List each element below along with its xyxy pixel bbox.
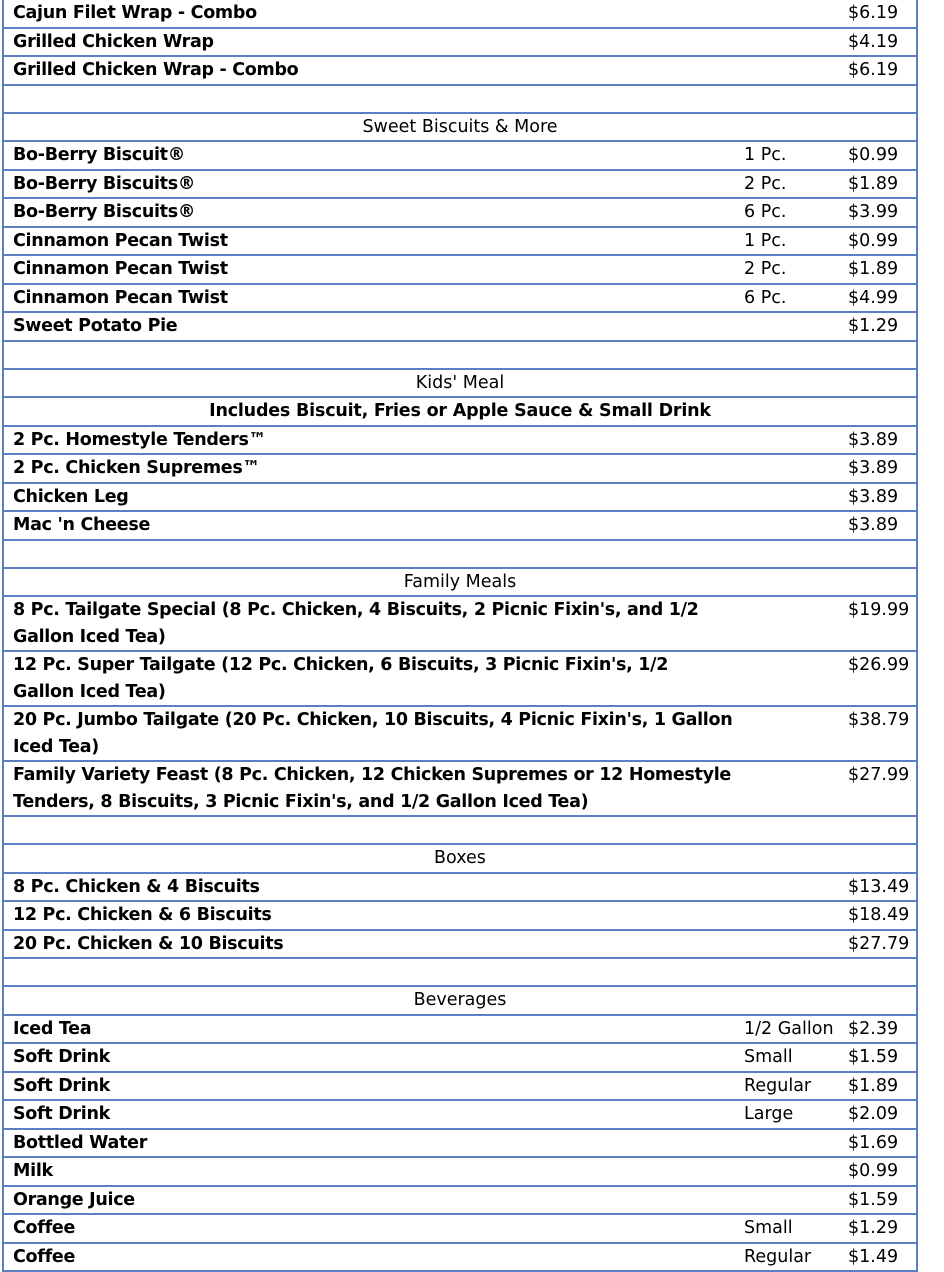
item-price: $3.99: [836, 198, 917, 227]
item-name: Soft Drink: [3, 1043, 734, 1072]
item-size: [734, 1129, 836, 1158]
menu-item-row: [3, 930, 917, 959]
item-name: Bottled Water: [3, 1129, 734, 1158]
item-price: $27.99: [836, 761, 917, 816]
menu-item-row: [3, 761, 917, 816]
section-title: Kids' Meal: [3, 369, 917, 398]
item-size: [734, 454, 836, 483]
section-spacer: [3, 958, 917, 986]
item-price: $3.89: [836, 483, 917, 512]
menu-item-row: [3, 483, 917, 512]
item-name: Milk: [3, 1157, 734, 1186]
item-price: $2.39: [836, 1015, 917, 1044]
item-name: Cinnamon Pecan Twist: [3, 255, 734, 284]
item-name: Grilled Chicken Wrap - Combo: [3, 56, 734, 85]
item-name: 8 Pc. Chicken & 4 Biscuits: [3, 873, 734, 902]
section-title: Sweet Biscuits & More: [3, 113, 917, 142]
section-title: Beverages: [3, 986, 917, 1015]
item-price: $4.19: [836, 28, 917, 57]
menu-item-row: [3, 1186, 917, 1215]
spacer-cell: [3, 341, 917, 369]
menu-item-row: [3, 873, 917, 902]
item-price: $1.89: [836, 1072, 917, 1101]
menu-item-row: [3, 170, 917, 199]
item-name: Cajun Filet Wrap - Combo: [3, 0, 734, 28]
menu-item-row: [3, 454, 917, 483]
section-title: Boxes: [3, 844, 917, 873]
section-spacer: [3, 816, 917, 844]
item-size: [734, 761, 836, 816]
item-size: [734, 0, 836, 28]
item-size: [734, 873, 836, 902]
item-price: $1.29: [836, 312, 917, 341]
section-spacer: [3, 85, 917, 113]
item-price: $6.19: [836, 56, 917, 85]
item-size: [734, 1186, 836, 1215]
item-price: $0.99: [836, 141, 917, 170]
menu-item-row: [3, 28, 917, 57]
item-price: $18.49: [836, 901, 917, 930]
item-name: Coffee: [3, 1243, 734, 1272]
menu-item-row: [3, 426, 917, 455]
spacer-cell: [3, 958, 917, 986]
item-name: Mac 'n Cheese: [3, 511, 734, 540]
item-price: $38.79: [836, 706, 917, 761]
item-size: [734, 426, 836, 455]
item-size: [734, 511, 836, 540]
section-title: Family Meals: [3, 568, 917, 597]
item-price: $3.89: [836, 426, 917, 455]
spacer-cell: [3, 540, 917, 568]
section-header-row: [3, 369, 917, 398]
item-name: Coffee: [3, 1214, 734, 1243]
item-price: $1.89: [836, 170, 917, 199]
section-header-row: [3, 568, 917, 597]
spacer-cell: [3, 816, 917, 844]
item-size: [734, 901, 836, 930]
menu-item-row: [3, 1157, 917, 1186]
item-price: $1.59: [836, 1043, 917, 1072]
menu-item-row: [3, 1243, 917, 1272]
item-size: [734, 706, 836, 761]
item-name: 20 Pc. Chicken & 10 Biscuits: [3, 930, 734, 959]
spacer-cell: [3, 85, 917, 113]
item-size: [734, 1157, 836, 1186]
menu-item-row: [3, 284, 917, 313]
section-header-row: [3, 844, 917, 873]
section-header-row: [3, 113, 917, 142]
menu-item-row: [3, 1043, 917, 1072]
item-price: $1.29: [836, 1214, 917, 1243]
item-name: Orange Juice: [3, 1186, 734, 1215]
item-size: 1 Pc.: [734, 227, 836, 256]
item-name: 2 Pc. Chicken Supremes™: [3, 454, 734, 483]
item-name: Family Variety Feast (8 Pc. Chicken, 12 Chicken Supremes or 12 Homestyle Tenders, 8 Biscuits, 3 Picnic Fixin's, and 1/2 Gallon Iced Tea): [3, 761, 734, 816]
menu-body: [3, 0, 917, 1271]
item-name: 12 Pc. Super Tailgate (12 Pc. Chicken, 6 Biscuits, 3 Picnic Fixin's, 1/2 Gallon Iced Tea): [3, 651, 734, 706]
item-size: 6 Pc.: [734, 284, 836, 313]
item-size: [734, 651, 836, 706]
item-price: $3.89: [836, 511, 917, 540]
item-price: $1.69: [836, 1129, 917, 1158]
item-name: Grilled Chicken Wrap: [3, 28, 734, 57]
item-name: 12 Pc. Chicken & 6 Biscuits: [3, 901, 734, 930]
menu-item-row: [3, 56, 917, 85]
item-size: [734, 28, 836, 57]
menu-item-row: [3, 0, 917, 28]
section-spacer: [3, 341, 917, 369]
item-price: $4.99: [836, 284, 917, 313]
item-size: Regular: [734, 1243, 836, 1272]
menu-item-row: [3, 651, 917, 706]
item-name: 2 Pc. Homestyle Tenders™: [3, 426, 734, 455]
menu-item-row: [3, 901, 917, 930]
item-size: Small: [734, 1214, 836, 1243]
item-name: Soft Drink: [3, 1100, 734, 1129]
item-name: Cinnamon Pecan Twist: [3, 284, 734, 313]
item-size: 6 Pc.: [734, 198, 836, 227]
menu-item-row: [3, 198, 917, 227]
menu-item-row: [3, 706, 917, 761]
item-size: [734, 596, 836, 651]
menu-table: [2, 0, 918, 1272]
menu-item-row: [3, 227, 917, 256]
item-name: Iced Tea: [3, 1015, 734, 1044]
item-price: $0.99: [836, 1157, 917, 1186]
item-price: $19.99: [836, 596, 917, 651]
menu-item-row: [3, 255, 917, 284]
item-name: Bo-Berry Biscuits®: [3, 170, 734, 199]
menu-item-row: [3, 1214, 917, 1243]
menu-item-row: [3, 141, 917, 170]
item-size: [734, 312, 836, 341]
item-price: $27.79: [836, 930, 917, 959]
item-price: $26.99: [836, 651, 917, 706]
menu-item-row: [3, 1015, 917, 1044]
section-header-row: [3, 986, 917, 1015]
item-price: $6.19: [836, 0, 917, 28]
menu-item-row: [3, 1072, 917, 1101]
item-name: Bo-Berry Biscuits®: [3, 198, 734, 227]
menu-item-row: [3, 312, 917, 341]
item-name: Sweet Potato Pie: [3, 312, 734, 341]
item-price: $2.09: [836, 1100, 917, 1129]
item-size: [734, 56, 836, 85]
item-name: Soft Drink: [3, 1072, 734, 1101]
section-subtitle: Includes Biscuit, Fries or Apple Sauce & Small Drink: [3, 397, 917, 426]
item-name: Bo-Berry Biscuit®: [3, 141, 734, 170]
item-name: 20 Pc. Jumbo Tailgate (20 Pc. Chicken, 10 Biscuits, 4 Picnic Fixin's, 1 Gallon Iced Tea): [3, 706, 734, 761]
menu-item-row: [3, 511, 917, 540]
menu-item-row: [3, 1129, 917, 1158]
item-name: 8 Pc. Tailgate Special (8 Pc. Chicken, 4 Biscuits, 2 Picnic Fixin's, and 1/2 Gallon Iced Tea): [3, 596, 734, 651]
item-size: 2 Pc.: [734, 170, 836, 199]
section-subtitle-row: [3, 397, 917, 426]
item-price: $1.89: [836, 255, 917, 284]
item-name: Cinnamon Pecan Twist: [3, 227, 734, 256]
item-price: $0.99: [836, 227, 917, 256]
item-size: Regular: [734, 1072, 836, 1101]
menu-item-row: [3, 596, 917, 651]
item-size: 1 Pc.: [734, 141, 836, 170]
item-size: [734, 483, 836, 512]
item-price: $13.49: [836, 873, 917, 902]
item-price: $1.59: [836, 1186, 917, 1215]
item-size: 2 Pc.: [734, 255, 836, 284]
section-spacer: [3, 540, 917, 568]
item-price: $3.89: [836, 454, 917, 483]
item-size: Small: [734, 1043, 836, 1072]
item-size: 1/2 Gallon: [734, 1015, 836, 1044]
item-size: [734, 930, 836, 959]
item-price: $1.49: [836, 1243, 917, 1272]
menu-item-row: [3, 1100, 917, 1129]
item-name: Chicken Leg: [3, 483, 734, 512]
item-size: Large: [734, 1100, 836, 1129]
